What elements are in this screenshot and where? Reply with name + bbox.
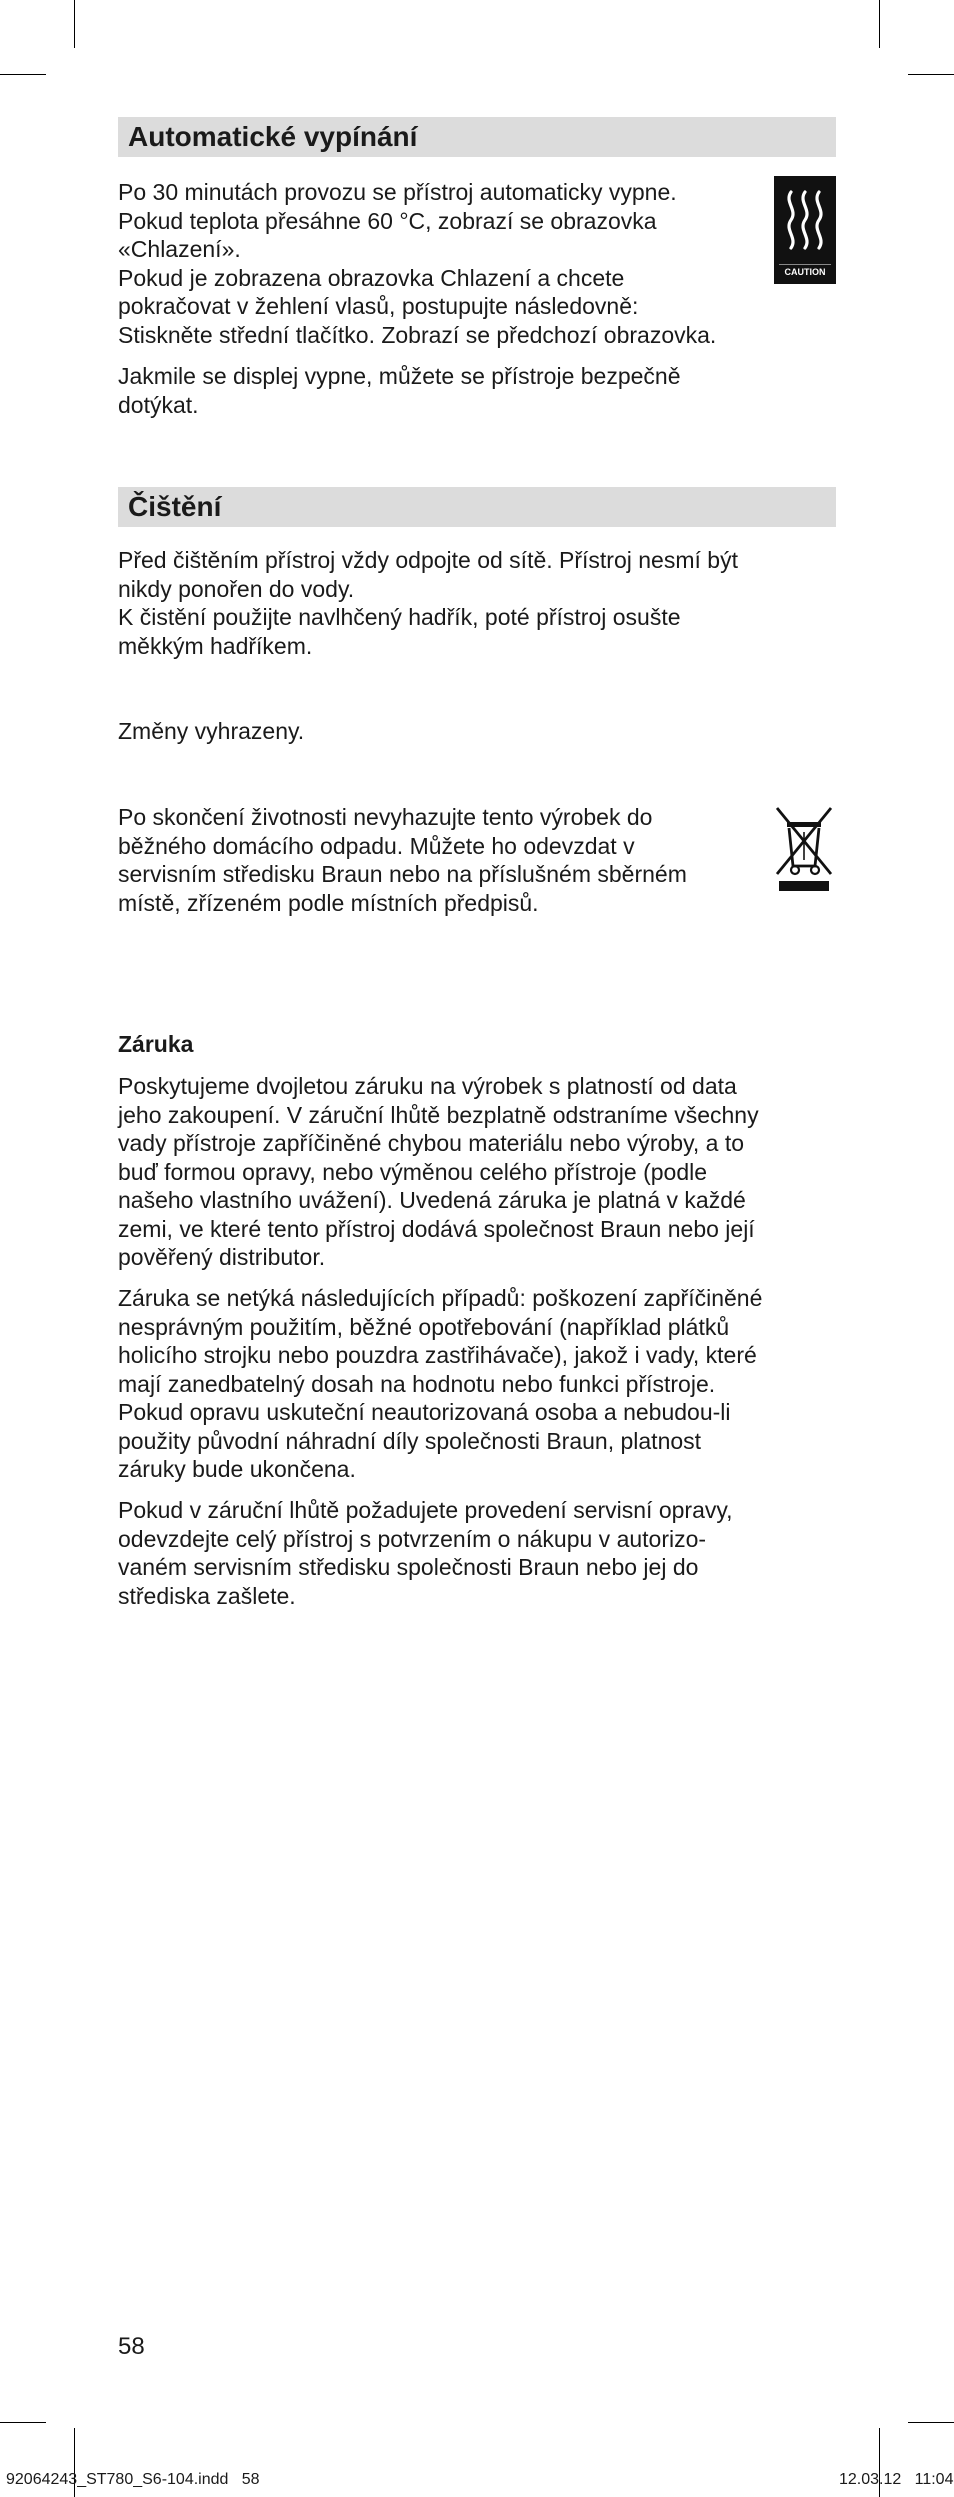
text-line: pokračovat v žehlení vlasů, postupujte následovně: [118,293,639,319]
text-line: K čistění použijte navlhčený hadřík, poté přístroj osušte [118,604,681,630]
crop-mark [908,2422,954,2423]
text-line: Stiskněte střední tlačítko. Zobrazí se předchozí obrazovka. [118,321,717,348]
caution-hot-surface-icon [774,176,836,284]
text-line: jeho zakoupení. V záruční lhůtě bezplatně odstraníme všechny [118,1101,759,1128]
text-line: vaném servisním středisku společnosti Braun nebo jej do [118,1554,699,1580]
text-line: «Chlazení». [118,236,241,262]
text-line: Po skončení životnosti nevyhazujte tento výrobek do [118,804,653,830]
warranty-heading: Záruka [118,1031,194,1057]
text-line: Pokud opravu uskuteční neautorizovaná osoba a nebudou-li [118,1399,731,1425]
text-line: Poskytujeme dvojletou záruku na výrobek s platností od data [118,1073,737,1099]
disposal-paragraph [118,803,687,917]
text-line: odevzdejte celý přístroj s potvrzením o nákupu v autorizo- [118,1525,707,1552]
text-line: vady přístroje zapříčiněné chybou materiálu nebo výroby, a to [118,1130,745,1156]
crossed-out-wheelie-bin-icon [773,804,837,892]
text-line: záruky bude ukončena. [118,1456,356,1482]
text-line: nesprávným použitím, běžné opotřebování (například plátků [118,1313,730,1340]
text-line: místě, zřízeném podle místních předpisů. [118,889,539,916]
text-line: měkkým hadříkem. [118,632,313,659]
text-line: buď formou opravy, nebo výměnou celého přístroje (podle [118,1158,708,1185]
section-heading-cleaning: Čištění [118,487,836,527]
text-line: zemi, ve které tento přístroj dodává společnost Braun nebo její [118,1215,755,1242]
text-line: Po 30 minutách provozu se přístroj automaticky vypne. [118,179,677,205]
footer-timestamp: 12.03.12 11:04 [839,2471,954,2488]
text-line: Jakmile se displej vypne, můžete se přístroje bezpečně [118,363,681,389]
warranty-paragraph-3 [118,1496,733,1610]
text-line: nikdy ponořen do vody. [118,575,355,602]
cleaning-paragraph [118,546,738,660]
text-line: servisním středisku Braun nebo na příslušném sběrném [118,861,687,887]
text-line: Před čištěním přístroj vždy odpojte od sítě. Přístroj nesmí být [118,547,738,573]
text-line: Pokud je zobrazena obrazovka Chlazení a chcete [118,264,625,291]
section-heading-auto-off: Automatické vypínání [118,117,836,157]
crop-mark [908,74,954,75]
auto-off-safety-paragraph [118,362,681,419]
crop-mark [0,2422,46,2423]
footer-file-slug: 92064243_ST780_S6-104.indd 58 [6,2471,260,2488]
text-line: mají zanedbatelný dosah na hodnotu nebo funkci přístroje. [118,1370,716,1397]
page-number: 58 [118,2333,145,2360]
text-line: pověřený distributor. [118,1244,326,1270]
warranty-paragraph-2 [118,1284,762,1484]
text-line: holicího strojku nebo pouzdra zastřihávače), jakož i vady, které [118,1342,757,1368]
text-line: Záruka se netýká následujících případů: poškození zapříčiněné [118,1285,763,1311]
text-line: Pokud teplota přesáhne 60 °C, zobrazí se obrazovka [118,207,657,234]
crop-mark [74,0,75,48]
text-line: běžného domácího odpadu. Můžete ho odevzdat v [118,832,635,859]
crop-mark [879,0,880,48]
caution-label: CAUTION [784,267,826,277]
warranty-paragraph-1 [118,1072,759,1272]
text-line: našeho vlastního uvážení). Uvedená záruka je platná v každé [118,1187,746,1213]
text-line: dotýkat. [118,391,199,418]
text-line: Pokud v záruční lhůtě požadujete provedení servisní opravy, [118,1497,733,1523]
auto-off-paragraph [118,178,716,349]
text-line: použity původní náhradní díly společnosti Braun, platnost [118,1427,702,1454]
changes-note: Změny vyhrazeny. [118,718,305,744]
crop-mark [0,74,46,75]
text-line: střediska zašlete. [118,1582,296,1609]
